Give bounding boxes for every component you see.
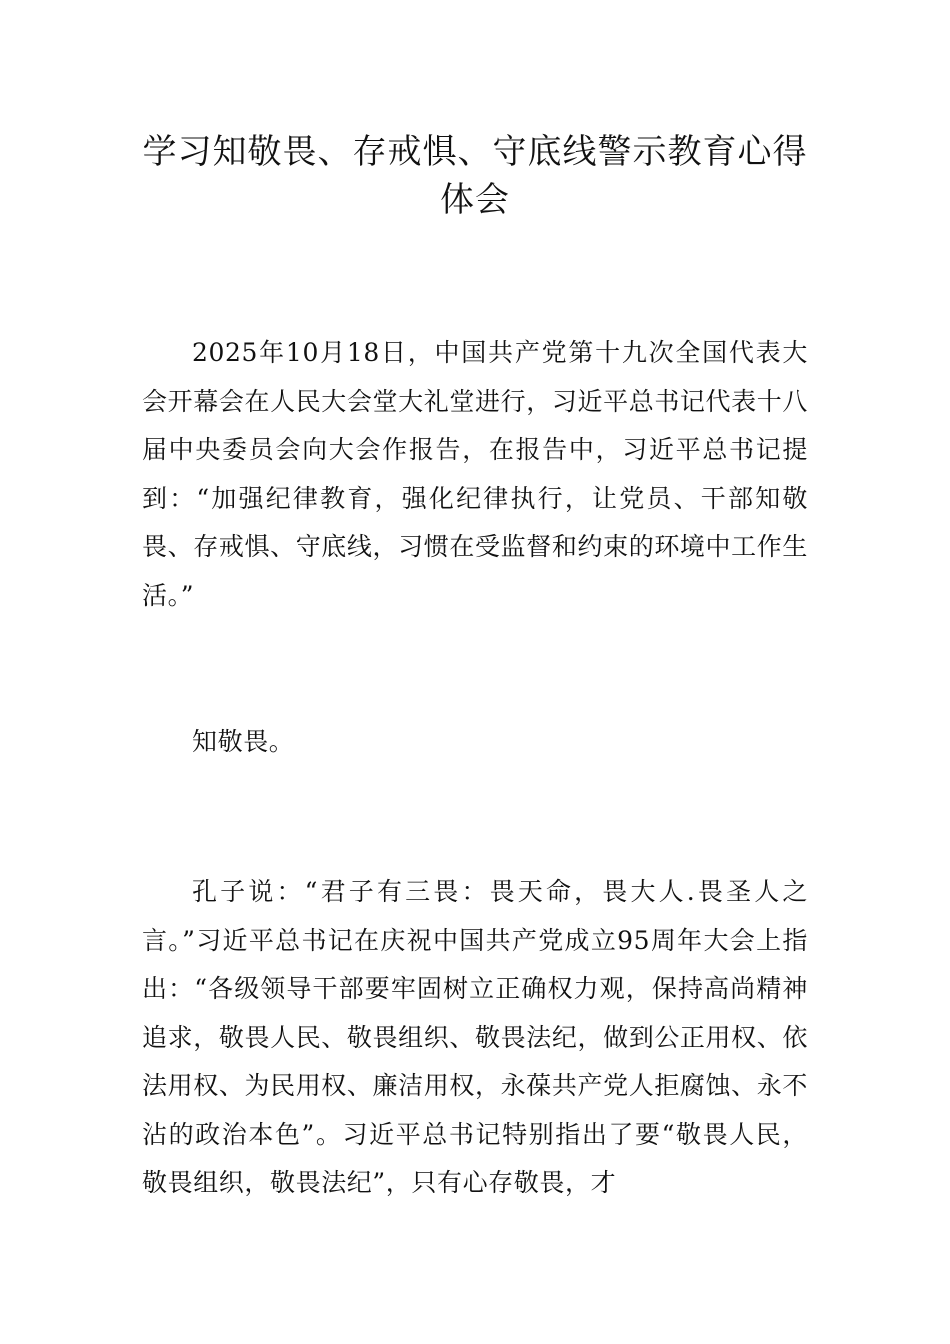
paragraph-confucius: 孔子说：“君子有三畏：畏天命，畏大人.畏圣人之言。”习近平总书记在庆祝中国共产党成立95周年大会上指出：“各级领导干部要牢固树立正确权力观，保持高尚精神追求，敬畏人民、敬畏组织、敬畏法纪，做到公正用权、依法用权、为民用权、廉洁用权，永葆共产党人拒腐蚀、永不沾的政治本色”。习近平总书记特别指出了要“敬畏人民，敬畏组织，敬畏法纪”，只有心存敬畏，才	[142, 877, 808, 1197]
paragraph-intro: 2025年10月18日，中国共产党第十九次全国代表大会开幕会在人民大会堂大礼堂进行，习近平总书记代表十八届中央委员会向大会作报告，在报告中，习近平总书记提到：“加强纪律教育，强化纪律执行，让党员、干部知敬畏、存戒惧、守底线，习惯在受监督和约束的环境中工作生活。”	[142, 338, 808, 610]
document-title: 学习知敬畏、存戒惧、守底线警示教育心得体会	[142, 132, 808, 220]
paragraph-heading-zhi-jing-wei: 知敬畏。	[192, 727, 295, 756]
